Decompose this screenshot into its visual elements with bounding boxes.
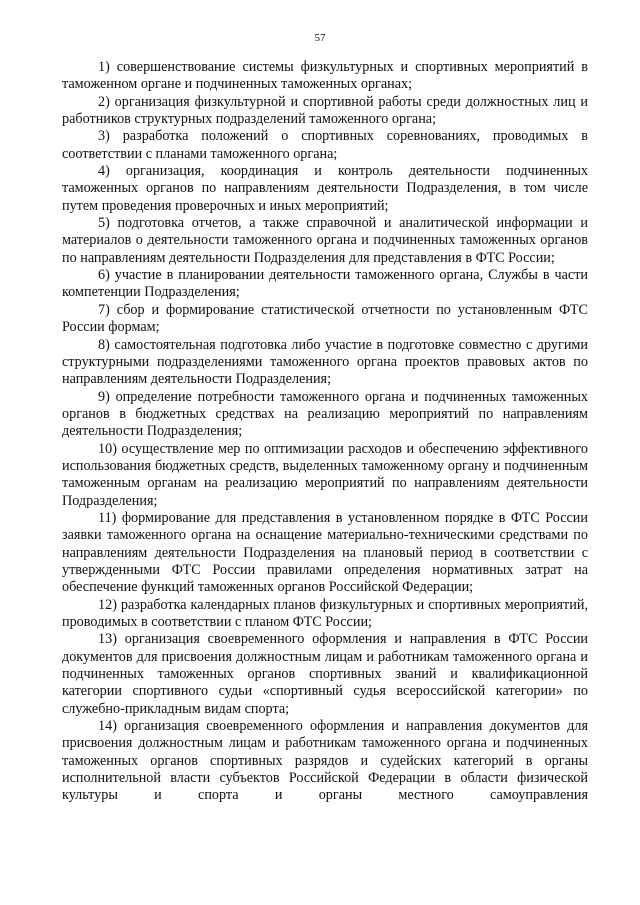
list-item: 13) организация своевременного оформления и направления в ФТС России документов для присвоения должностным лицам и работникам таможенного органа и подчиненных таможенных органов спортивных званий и квалификационной категории спортивного судьи «спортивный судья всероссийской категории» по служебно-прикладным видам спорта; xyxy=(62,631,588,717)
list-item: 11) формирование для представления в установленном порядке в ФТС России заявки таможенного органа на оснащение материально-техническими средствами по направлениям деятельности Подразделения на плановый период в соответствии с утвержденными ФТС России правилами определения нормативных затрат на обеспечение функций таможенных органов Российской Федерации; xyxy=(62,509,588,596)
page-number: 57 xyxy=(314,32,326,44)
list-item: 9) определение потребности таможенного органа и подчиненных таможенных органов в бюджетных средствах на реализацию мероприятий по направлениям деятельности Подразделения; xyxy=(62,388,588,440)
list-item: 7) сбор и формирование статистической отчетности по установленным ФТС России формам; xyxy=(62,301,588,336)
list-item: 8) самостоятельная подготовка либо участие в подготовке совместно с другими структурными подразделениями таможенного органа проектов правовых актов по направлениям деятельности Подразделения; xyxy=(62,336,588,388)
document-body xyxy=(62,59,588,805)
list-item: 14) организация своевременного оформления и направления документов для присвоения должностным лицам и работникам таможенного органа и подчиненных таможенных органов спортивных разрядов и судейских категорий в органы исполнительной власти субъектов Российской Федерации в области физической культуры и спорта и органы местного самоуправления xyxy=(62,718,588,804)
list-item: 5) подготовка отчетов, а также справочной и аналитической информации и материалов о деятельности таможенного органа и подчиненных таможенных органов по направлениям деятельности Подразделения для представления в ФТС России; xyxy=(62,215,588,266)
list-item: 6) участие в планировании деятельности таможенного органа, Службы в части компетенции Подразделения; xyxy=(62,267,588,301)
list-item: 3) разработка положений о спортивных соревнованиях, проводимых в соответствии с планами таможенного органа; xyxy=(62,128,588,162)
list-item: 12) разработка календарных планов физкультурных и спортивных мероприятий, проводимых в соответствии с планом ФТС России; xyxy=(62,596,588,630)
list-item: 1) совершенствование системы физкультурных и спортивных мероприятий в таможенном органе и подчиненных таможенных органах; xyxy=(62,59,588,93)
list-item: 4) организация, координация и контроль деятельности подчиненных таможенных органов по направлениям деятельности Подразделения, в том числе путем проведения проверочных и иных мероприятий; xyxy=(62,163,588,214)
list-item: 10) осуществление мер по оптимизации расходов и обеспечению эффективного использования бюджетных средств, выделенных таможенному органу и подчиненным таможенным органам на реализацию мероприятий по направлениям деятельности Подразделения; xyxy=(62,440,588,509)
list-item: 2) организация физкультурной и спортивной работы среди должностных лиц и работников структурных подразделений таможенного органа; xyxy=(62,93,588,128)
